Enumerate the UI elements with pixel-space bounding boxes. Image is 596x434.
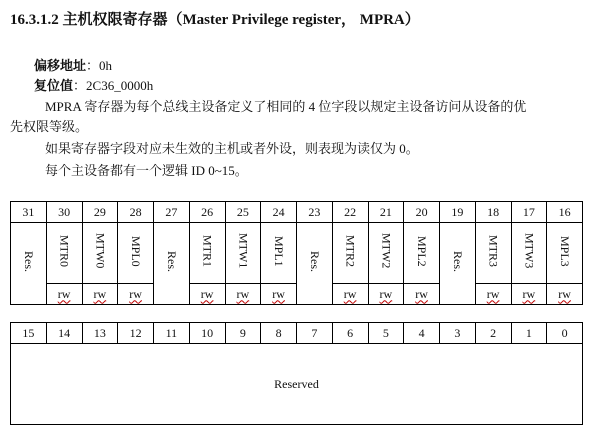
access-cell: [332, 284, 368, 305]
access-cell: [261, 284, 297, 305]
field-name: MTW1: [236, 233, 251, 269]
bit-number-cell: 5: [368, 323, 404, 344]
access-cell: [475, 284, 511, 305]
reserved-field-cell: [154, 223, 190, 305]
bit-number-cell: 29: [82, 202, 118, 223]
field-cell: [189, 223, 225, 284]
field-name: MPL1: [272, 235, 287, 267]
field-cell: [547, 223, 583, 284]
access-cell: [547, 284, 583, 305]
access-type: rw: [129, 286, 142, 301]
access-type: rw: [558, 286, 571, 301]
field-name: MTW3: [522, 233, 537, 269]
reset-line: [34, 75, 153, 94]
para3: 每个主设备都有一个逻辑 ID 0~15。: [45, 163, 248, 178]
field-cell: [368, 223, 404, 284]
bit-number-cell: 17: [511, 202, 547, 223]
reserved-field: Reserved: [11, 344, 583, 425]
field-name: MPL0: [129, 235, 144, 267]
bit-number-cell: 4: [404, 323, 440, 344]
field-name: MPL2: [415, 235, 430, 267]
bit-number-cell: 12: [118, 323, 154, 344]
para2: 如果寄存器字段对应未生效的主机或者外设，则表现为读仅为 0。: [45, 141, 419, 156]
field-name: Res.: [450, 251, 465, 272]
bit-number-cell: 8: [261, 323, 297, 344]
bit-number-cell: 19: [440, 202, 476, 223]
bit-number-cell: 16: [547, 202, 583, 223]
bit-number-cell: 21: [368, 202, 404, 223]
offset-line: [34, 55, 112, 74]
field-name: Res.: [21, 251, 36, 272]
field-cell: [261, 223, 297, 284]
access-cell: [368, 284, 404, 305]
field-name: MTR1: [200, 234, 215, 267]
access-cell: [189, 284, 225, 305]
field-name: Res.: [307, 251, 322, 272]
para1-line1: MPRA 寄存器为每个总线主设备定义了相同的 4 位字段以规定主设备访问从设备的优: [45, 99, 527, 114]
bit-number-row: [11, 323, 583, 344]
bit-number-cell: 28: [118, 202, 154, 223]
bit-number-row: [11, 202, 583, 223]
reserved-field-cell: [11, 223, 47, 305]
field-cell: [118, 223, 154, 284]
access-type: rw: [236, 286, 250, 301]
field-name: MTW0: [93, 233, 108, 269]
bit-number-cell: 24: [261, 202, 297, 223]
bit-number-cell: 30: [46, 202, 82, 223]
field-name: MTR3: [486, 234, 501, 267]
field-cell: [332, 223, 368, 284]
access-type: rw: [272, 286, 285, 301]
bit-number-cell: 15: [11, 323, 47, 344]
bit-number-cell: 7: [297, 323, 333, 344]
access-type: rw: [343, 286, 357, 301]
reset-sep: ：: [73, 78, 87, 93]
bit-number-cell: 10: [189, 323, 225, 344]
bit-number-cell: 26: [189, 202, 225, 223]
bit-number-cell: 14: [46, 323, 82, 344]
field-name: MTR0: [57, 234, 72, 267]
bit-number-cell: 27: [154, 202, 190, 223]
access-type: rw: [486, 286, 500, 301]
bit-number-cell: 22: [332, 202, 368, 223]
bit-number-cell: 0: [547, 323, 583, 344]
access-cell: [82, 284, 118, 305]
offset-sep: ：: [86, 58, 100, 73]
bit-number-cell: 1: [511, 323, 547, 344]
field-row: [11, 223, 583, 284]
offset-label: 偏移地址: [34, 58, 87, 73]
field-name: MTW2: [379, 233, 394, 269]
access-cell: [511, 284, 547, 305]
para1-line2: 先权限等级。: [10, 119, 89, 134]
access-cell: [118, 284, 154, 305]
bit-number-cell: 13: [82, 323, 118, 344]
field-cell: [404, 223, 440, 284]
section-heading: 16.3.1.2 主机权限寄存器（Master Privilege register， MPRA）: [10, 12, 420, 28]
bit-number-cell: 6: [332, 323, 368, 344]
field-name: MPL3: [558, 235, 573, 267]
field-cell: [475, 223, 511, 284]
bit-number-cell: 31: [11, 202, 47, 223]
field-cell: [46, 223, 82, 284]
field-name: MTR2: [343, 234, 358, 267]
field-cell: [82, 223, 118, 284]
access-type: rw: [379, 286, 393, 301]
access-type: rw: [93, 286, 107, 301]
access-type: rw: [522, 286, 536, 301]
register-table-lower: [10, 322, 583, 425]
access-type: rw: [200, 286, 214, 301]
access-type: rw: [415, 286, 428, 301]
access-type: rw: [57, 286, 71, 301]
bit-number-cell: 18: [475, 202, 511, 223]
reset-value: 2C36_0000h: [86, 78, 154, 93]
field-cell: [225, 223, 261, 284]
bit-number-cell: 9: [225, 323, 261, 344]
reserved-field-cell: [440, 223, 476, 305]
field-cell: [511, 223, 547, 284]
field-name: Res.: [164, 251, 179, 272]
bit-number-cell: 25: [225, 202, 261, 223]
bit-number-cell: 20: [404, 202, 440, 223]
access-cell: [46, 284, 82, 305]
access-cell: [225, 284, 261, 305]
bit-number-cell: 23: [297, 202, 333, 223]
bit-number-cell: 2: [475, 323, 511, 344]
bit-number-cell: 11: [154, 323, 190, 344]
reserved-field-cell: [297, 223, 333, 305]
offset-value: 0h: [99, 58, 113, 73]
reset-label: 复位值: [34, 78, 74, 93]
access-cell: [404, 284, 440, 305]
bit-number-cell: 3: [440, 323, 476, 344]
register-table-upper: [10, 201, 583, 305]
